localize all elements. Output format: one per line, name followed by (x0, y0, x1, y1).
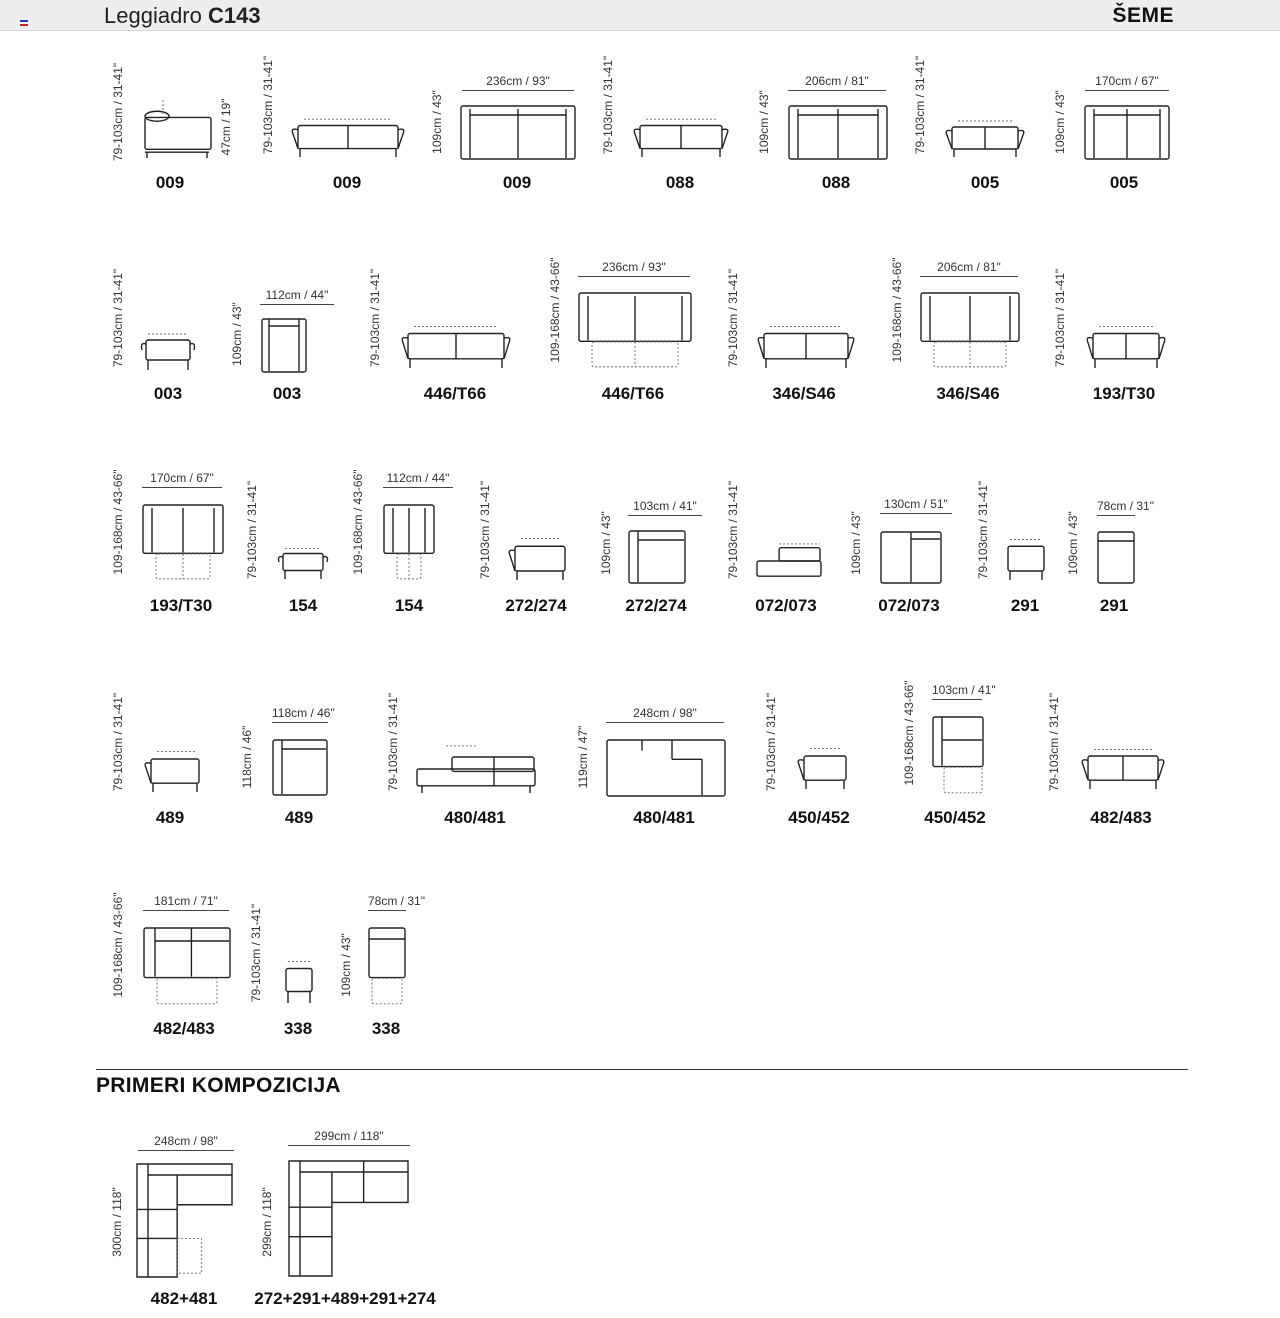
module-code: 088 (665, 173, 695, 192)
module-drawing (796, 745, 848, 789)
module-code: 450/452 (788, 808, 850, 827)
height-dimension: 79-103cm / 31-41" (601, 55, 615, 155)
module-drawing (277, 545, 329, 579)
module-code: 480/481 (633, 808, 695, 827)
composition-code: 272+291+489+291+274 (254, 1289, 436, 1308)
section-title: ŠEME (1112, 4, 1174, 27)
height-dimension: 109-168cm / 43-66" (548, 257, 562, 363)
height-dimension: 109cm / 43" (1053, 90, 1067, 154)
height-dimension: 109-168cm / 43-66" (111, 469, 125, 575)
section-divider (96, 1069, 1188, 1070)
module-drawing (140, 330, 196, 370)
module-code: 005 (1109, 173, 1139, 192)
module-code: 346/S46 (936, 384, 1000, 403)
height-dimension: 109-168cm / 43-66" (890, 257, 904, 363)
height-dimension: 109cm / 43" (339, 933, 353, 997)
module-code: 489 (155, 808, 185, 827)
module-code: 446/T66 (423, 384, 487, 403)
composition-width: 299cm / 118" (288, 1129, 410, 1146)
width-dimension: 206cm / 81" (920, 260, 1018, 277)
height-dimension: 79-103cm / 31-41" (976, 480, 990, 580)
module-drawing (880, 531, 942, 584)
module-drawing (606, 739, 726, 797)
module-code: 272/274 (625, 596, 687, 615)
composition-height: 300cm / 118" (110, 1187, 124, 1257)
width-dimension: 206cm / 81" (788, 74, 886, 91)
height-dimension: 79-103cm / 31-41" (111, 268, 125, 368)
height-dimension: 79-103cm / 31-41" (368, 268, 382, 368)
module-code: 072/073 (878, 596, 940, 615)
module-drawing (628, 530, 686, 584)
height-dimension: 79-103cm / 31-41" (726, 268, 740, 368)
height-dimension: 109cm / 43" (430, 90, 444, 154)
module-code: 446/T66 (601, 384, 665, 403)
product-name: Leggiadro (104, 3, 202, 28)
width-dimension: 130cm / 51" (880, 497, 952, 514)
module-code: 480/481 (444, 808, 506, 827)
module-code: 193/T30 (149, 596, 213, 615)
module-code: 338 (283, 1019, 313, 1038)
module-code: 009 (332, 173, 362, 192)
module-drawing (932, 716, 984, 796)
module-code: 005 (970, 173, 1000, 192)
module-drawing (142, 504, 224, 582)
module-code: 072/073 (755, 596, 817, 615)
width-dimension: 103cm / 41" (628, 499, 702, 516)
compositions-title: PRIMERI KOMPOZICIJA (96, 1074, 341, 1097)
width-dimension: 236cm / 93" (462, 74, 574, 91)
module-drawing (280, 957, 318, 1003)
width-dimension: 236cm / 93" (578, 260, 690, 277)
height-dimension: 118cm / 46" (240, 725, 254, 789)
width-dimension: 78cm / 31" (1097, 499, 1135, 516)
height-dimension: 79-103cm / 31-41" (1047, 692, 1061, 792)
height-dimension: 79-103cm / 31-41" (726, 480, 740, 580)
height-dimension: 109cm / 43" (757, 90, 771, 154)
height-dimension: 109cm / 43" (849, 511, 863, 575)
height-dimension: 109cm / 43" (1066, 511, 1080, 575)
module-drawing (788, 105, 888, 160)
composition-height: 299cm / 118" (260, 1187, 274, 1257)
seat-height-dimension: 47cm / 19" (219, 98, 233, 156)
height-dimension: 109cm / 43" (230, 302, 244, 366)
module-code: 003 (153, 384, 183, 403)
module-code: 489 (284, 808, 314, 827)
width-dimension: 118cm / 46" (272, 706, 328, 723)
height-dimension: 79-103cm / 31-41" (245, 480, 259, 580)
module-drawing (290, 115, 406, 157)
height-dimension: 79-103cm / 31-41" (386, 692, 400, 792)
composition-code: 482+481 (150, 1289, 218, 1308)
module-code: 482/483 (153, 1019, 215, 1038)
height-dimension: 79-103cm / 31-41" (478, 480, 492, 580)
module-code: 003 (272, 384, 302, 403)
module-code: 346/S46 (772, 384, 836, 403)
height-dimension: 109-168cm / 43-66" (351, 469, 365, 575)
composition-drawing (136, 1163, 234, 1279)
page-header (0, 0, 1280, 31)
module-drawing (920, 292, 1020, 370)
height-dimension: 119cm / 47" (576, 725, 590, 789)
module-drawing (400, 322, 512, 368)
height-dimension: 79-103cm / 31-41" (1053, 268, 1067, 368)
module-drawing (383, 504, 435, 582)
height-dimension: 79-103cm / 31-41" (249, 903, 263, 1003)
height-dimension: 79-103cm / 31-41" (111, 692, 125, 792)
module-drawing (460, 105, 576, 160)
module-drawing (632, 115, 730, 157)
height-dimension: 79-103cm / 31-41" (261, 55, 275, 155)
module-drawing (143, 748, 201, 792)
module-drawing (507, 535, 567, 580)
module-code: 291 (1099, 596, 1129, 615)
module-drawing (143, 927, 231, 1007)
module-drawing (272, 739, 328, 796)
width-dimension: 112cm / 44" (260, 288, 334, 305)
module-code: 272/274 (505, 596, 567, 615)
model-code: C143 (208, 3, 261, 28)
module-drawing (143, 100, 213, 158)
module-code: 154 (288, 596, 318, 615)
module-code: 482/483 (1090, 808, 1152, 827)
composition-width: 248cm / 98" (138, 1134, 234, 1151)
width-dimension: 103cm / 41" (932, 683, 982, 700)
height-dimension: 109-168cm / 43-66" (111, 892, 125, 998)
module-drawing (368, 927, 406, 1007)
module-code: 291 (1010, 596, 1040, 615)
module-drawing (1085, 322, 1167, 368)
composition-drawing (288, 1160, 410, 1278)
height-dimension: 79-103cm / 31-41" (913, 55, 927, 155)
module-code: 088 (821, 173, 851, 192)
module-drawing (1006, 535, 1046, 580)
product-title (104, 3, 261, 29)
height-dimension: 109cm / 43" (599, 511, 613, 575)
width-dimension: 248cm / 98" (606, 706, 724, 723)
module-drawing (1097, 531, 1135, 584)
module-drawing (944, 117, 1026, 157)
module-code: 009 (502, 173, 532, 192)
module-code: 450/452 (924, 808, 986, 827)
module-code: 193/T30 (1092, 384, 1156, 403)
module-drawing (756, 542, 822, 580)
module-drawing (416, 745, 536, 793)
width-dimension: 170cm / 67" (142, 471, 222, 488)
width-dimension: 112cm / 44" (383, 471, 453, 488)
module-code: 009 (155, 173, 185, 192)
module-code: 154 (394, 596, 424, 615)
flag-icon (20, 20, 28, 26)
height-dimension: 79-103cm / 31-41" (764, 692, 778, 792)
module-drawing (261, 318, 307, 373)
module-drawing (1084, 105, 1170, 160)
module-drawing (1080, 745, 1166, 789)
height-dimension: 109-168cm / 43-66" (902, 680, 916, 786)
width-dimension: 181cm / 71" (143, 894, 229, 911)
width-dimension: 170cm / 67" (1085, 74, 1169, 91)
width-dimension: 78cm / 31" (368, 894, 406, 911)
module-code: 338 (371, 1019, 401, 1038)
height-dimension: 79-103cm / 31-41" (111, 62, 125, 162)
module-drawing (756, 322, 856, 368)
module-drawing (578, 292, 692, 370)
